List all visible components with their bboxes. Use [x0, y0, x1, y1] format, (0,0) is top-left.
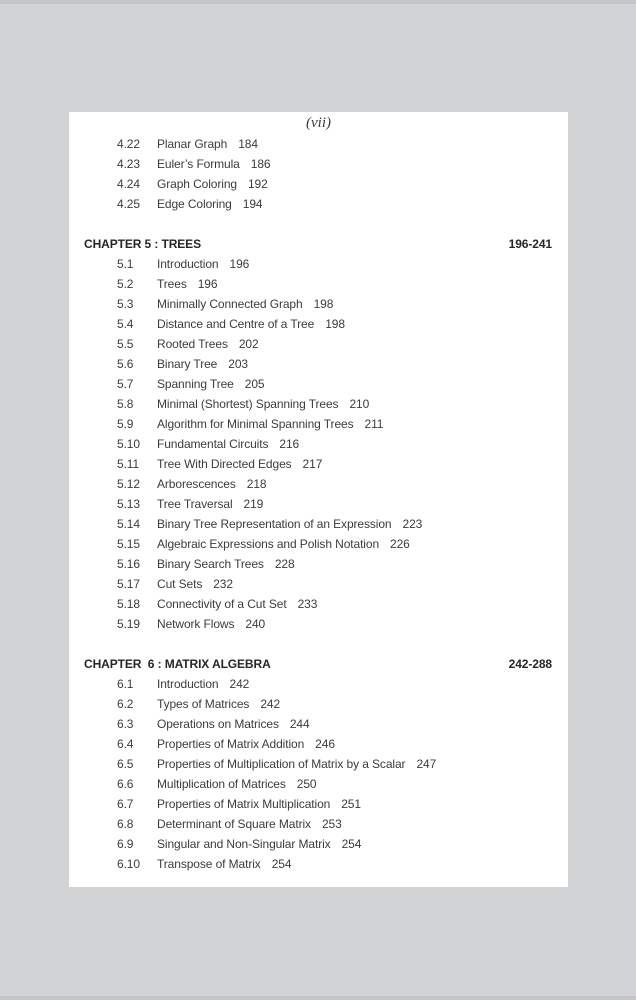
toc-entry	[69, 374, 568, 394]
top-edge-strip	[0, 0, 636, 4]
toc-entry-title: Planar Graph	[157, 137, 228, 151]
toc-entry-number: 5.8	[117, 397, 134, 411]
toc-entry-number: 5.1	[117, 257, 134, 271]
toc-entry-title: Arborescences	[157, 477, 236, 491]
toc-entry-number: 5.7	[117, 377, 134, 391]
toc-entry	[69, 674, 568, 694]
toc-entry-title: Edge Coloring	[157, 197, 232, 211]
toc-entry-number: 5.13	[117, 497, 140, 511]
toc-entry-title: Binary Tree	[157, 357, 218, 371]
toc-entry-number: 5.19	[117, 617, 140, 631]
toc-entry-title: Minimally Connected Graph	[157, 297, 303, 311]
toc-entry-page: 226	[390, 537, 410, 551]
toc-entry-title: Transpose of Matrix	[157, 857, 261, 871]
toc-entry-title: Properties of Matrix Multiplication	[157, 797, 331, 811]
toc-entry	[69, 554, 568, 574]
toc-entry-number: 5.4	[117, 317, 134, 331]
toc-entry	[69, 414, 568, 434]
toc-entry-number: 5.3	[117, 297, 134, 311]
toc-entry	[69, 614, 568, 634]
toc-entry	[69, 574, 568, 594]
toc-entry-page: 242	[260, 697, 281, 711]
toc-entry-title: Properties of Matrix Addition	[157, 737, 305, 751]
toc-entry-title: Operations on Matrices	[157, 717, 279, 731]
toc-entry-number: 5.2	[117, 277, 134, 291]
toc-entry-title: Minimal (Shortest) Spanning Trees	[157, 397, 339, 411]
toc-entry-page: 196	[197, 277, 218, 291]
toc-entry-number: 6.4	[117, 737, 134, 751]
toc-entry	[69, 494, 568, 514]
toc-entry-page: 251	[341, 797, 361, 811]
toc-entry	[69, 854, 568, 874]
chapter-page-range: 196-241	[508, 237, 552, 251]
toc-entry-title: Distance and Centre of a Tree	[157, 317, 315, 331]
toc-entry-title: Trees	[157, 277, 187, 291]
toc-entry	[69, 714, 568, 734]
toc-entry	[69, 294, 568, 314]
toc-entry-title: Spanning Tree	[157, 377, 234, 391]
toc-entry-page: 246	[315, 737, 335, 751]
toc-entry-title: Rooted Trees	[157, 337, 228, 351]
toc-entry	[69, 474, 568, 494]
toc-entry-title: Algebraic Expressions and Polish Notation	[157, 537, 380, 551]
toc-entry-page: 198	[325, 317, 345, 331]
toc-entry-page: 192	[247, 177, 268, 191]
toc-entry-number: 5.5	[117, 337, 134, 351]
toc-entry-number: 5.15	[117, 537, 140, 551]
toc-entry-number: 6.9	[117, 837, 134, 851]
toc-entry-page: 219	[243, 497, 264, 511]
toc-entry-page: 228	[274, 557, 295, 571]
toc-entry-page: 244	[289, 717, 310, 731]
toc-entry	[69, 514, 568, 534]
toc-entry-page: 254	[341, 837, 362, 851]
toc-entry	[69, 454, 568, 474]
toc-entry-page: 202	[238, 337, 259, 351]
toc-entry-page: 210	[349, 397, 370, 411]
toc-entry	[69, 134, 568, 154]
toc-entry	[69, 434, 568, 454]
book-page	[69, 112, 568, 887]
toc-entry	[69, 594, 568, 614]
toc-entry-number: 4.24	[117, 177, 140, 191]
toc-entry-number: 5.14	[117, 517, 140, 531]
toc-entry-title: Graph Coloring	[157, 177, 237, 191]
toc-entry-number: 4.25	[117, 197, 140, 211]
toc-entry-page: 240	[245, 617, 266, 631]
toc-entry	[69, 274, 568, 294]
toc-entry-title: Algorithm for Minimal Spanning Trees	[157, 417, 354, 431]
bottom-edge-strip	[0, 996, 636, 1000]
toc-entry-title: Binary Search Trees	[157, 557, 264, 571]
toc-entry-page: 223	[402, 517, 423, 531]
toc-entry-number: 6.2	[117, 697, 134, 711]
toc-entry-page: 242	[229, 677, 250, 691]
toc-entry-page: 253	[321, 817, 342, 831]
toc-entry-page: 216	[279, 437, 300, 451]
toc-entry	[69, 354, 568, 374]
toc-entry-title: Properties of Multiplication of Matrix by a Scalar	[157, 757, 406, 771]
toc-entry-page: 196	[229, 257, 250, 271]
toc-entry-number: 5.6	[117, 357, 134, 371]
toc-entry-number: 6.8	[117, 817, 134, 831]
toc-entry-title: Euler’s Formula	[157, 157, 240, 171]
toc-entry-title: Binary Tree Representation of an Expression	[157, 517, 392, 531]
toc-entry-page: 203	[228, 357, 248, 371]
toc-entry-page: 217	[302, 457, 323, 471]
toc-entry-page: 211	[364, 417, 384, 431]
toc-entry-title: Determinant of Square Matrix	[157, 817, 311, 831]
toc-entry-page: 218	[246, 477, 267, 491]
toc-entry-number: 5.18	[117, 597, 140, 611]
toc-entry	[69, 834, 568, 854]
toc-entry	[69, 694, 568, 714]
toc-entry-title: Connectivity of a Cut Set	[157, 597, 287, 611]
toc-entry-title: Introduction	[157, 677, 219, 691]
toc-entry-title: Introduction	[157, 257, 219, 271]
toc-entry-number: 5.12	[117, 477, 140, 491]
toc-entry-number: 5.9	[117, 417, 134, 431]
chapter-title: CHAPTER 6 : MATRIX ALGEBRA	[84, 657, 271, 671]
toc-entry	[69, 314, 568, 334]
toc-entry	[69, 154, 568, 174]
table-of-contents	[69, 134, 568, 874]
toc-entry-page: 205	[244, 377, 265, 391]
toc-entry	[69, 754, 568, 774]
toc-entry-title: Tree Traversal	[157, 497, 233, 511]
toc-entry-page: 254	[271, 857, 292, 871]
toc-entry-number: 6.7	[117, 797, 134, 811]
toc-entry-number: 6.1	[117, 677, 134, 691]
chapter-heading	[69, 234, 568, 254]
toc-entry	[69, 534, 568, 554]
chapter-title: CHAPTER 5 : TREES	[84, 237, 201, 251]
toc-entry	[69, 734, 568, 754]
toc-entry-title: Multiplication of Matrices	[157, 777, 286, 791]
toc-entry-title: Tree With Directed Edges	[157, 457, 292, 471]
toc-entry-page: 250	[296, 777, 317, 791]
toc-entry-number: 4.23	[117, 157, 140, 171]
toc-entry-page: 184	[238, 137, 258, 151]
toc-entry-number: 6.10	[117, 857, 140, 871]
toc-entry-page: 247	[416, 757, 437, 771]
toc-entry-number: 5.10	[117, 437, 140, 451]
page-number-label: (vii)	[306, 115, 331, 131]
toc-entry	[69, 394, 568, 414]
toc-entry	[69, 774, 568, 794]
toc-entry-title: Fundamental Circuits	[157, 437, 269, 451]
toc-entry-page: 198	[313, 297, 334, 311]
toc-entry-number: 4.22	[117, 137, 140, 151]
toc-entry	[69, 174, 568, 194]
toc-entry	[69, 814, 568, 834]
toc-entry-title: Network Flows	[157, 617, 235, 631]
toc-entry	[69, 334, 568, 354]
toc-entry-page: 194	[242, 197, 263, 211]
toc-entry-title: Singular and Non-Singular Matrix	[157, 837, 331, 851]
toc-entry-number: 6.3	[117, 717, 134, 731]
toc-entry-title: Cut Sets	[157, 577, 203, 591]
toc-entry-number: 6.5	[117, 757, 134, 771]
toc-entry-title: Types of Matrices	[157, 697, 250, 711]
toc-entry-page: 232	[213, 577, 233, 591]
toc-entry	[69, 794, 568, 814]
toc-entry-page: 186	[250, 157, 271, 171]
toc-entry	[69, 194, 568, 214]
toc-entry-number: 6.6	[117, 777, 134, 791]
toc-entry-page: 233	[297, 597, 318, 611]
toc-entry-number: 5.17	[117, 577, 140, 591]
chapter-heading	[69, 654, 568, 674]
toc-entry	[69, 254, 568, 274]
chapter-page-range: 242-288	[508, 657, 552, 671]
toc-entry-number: 5.11	[117, 457, 140, 471]
toc-entry-number: 5.16	[117, 557, 140, 571]
